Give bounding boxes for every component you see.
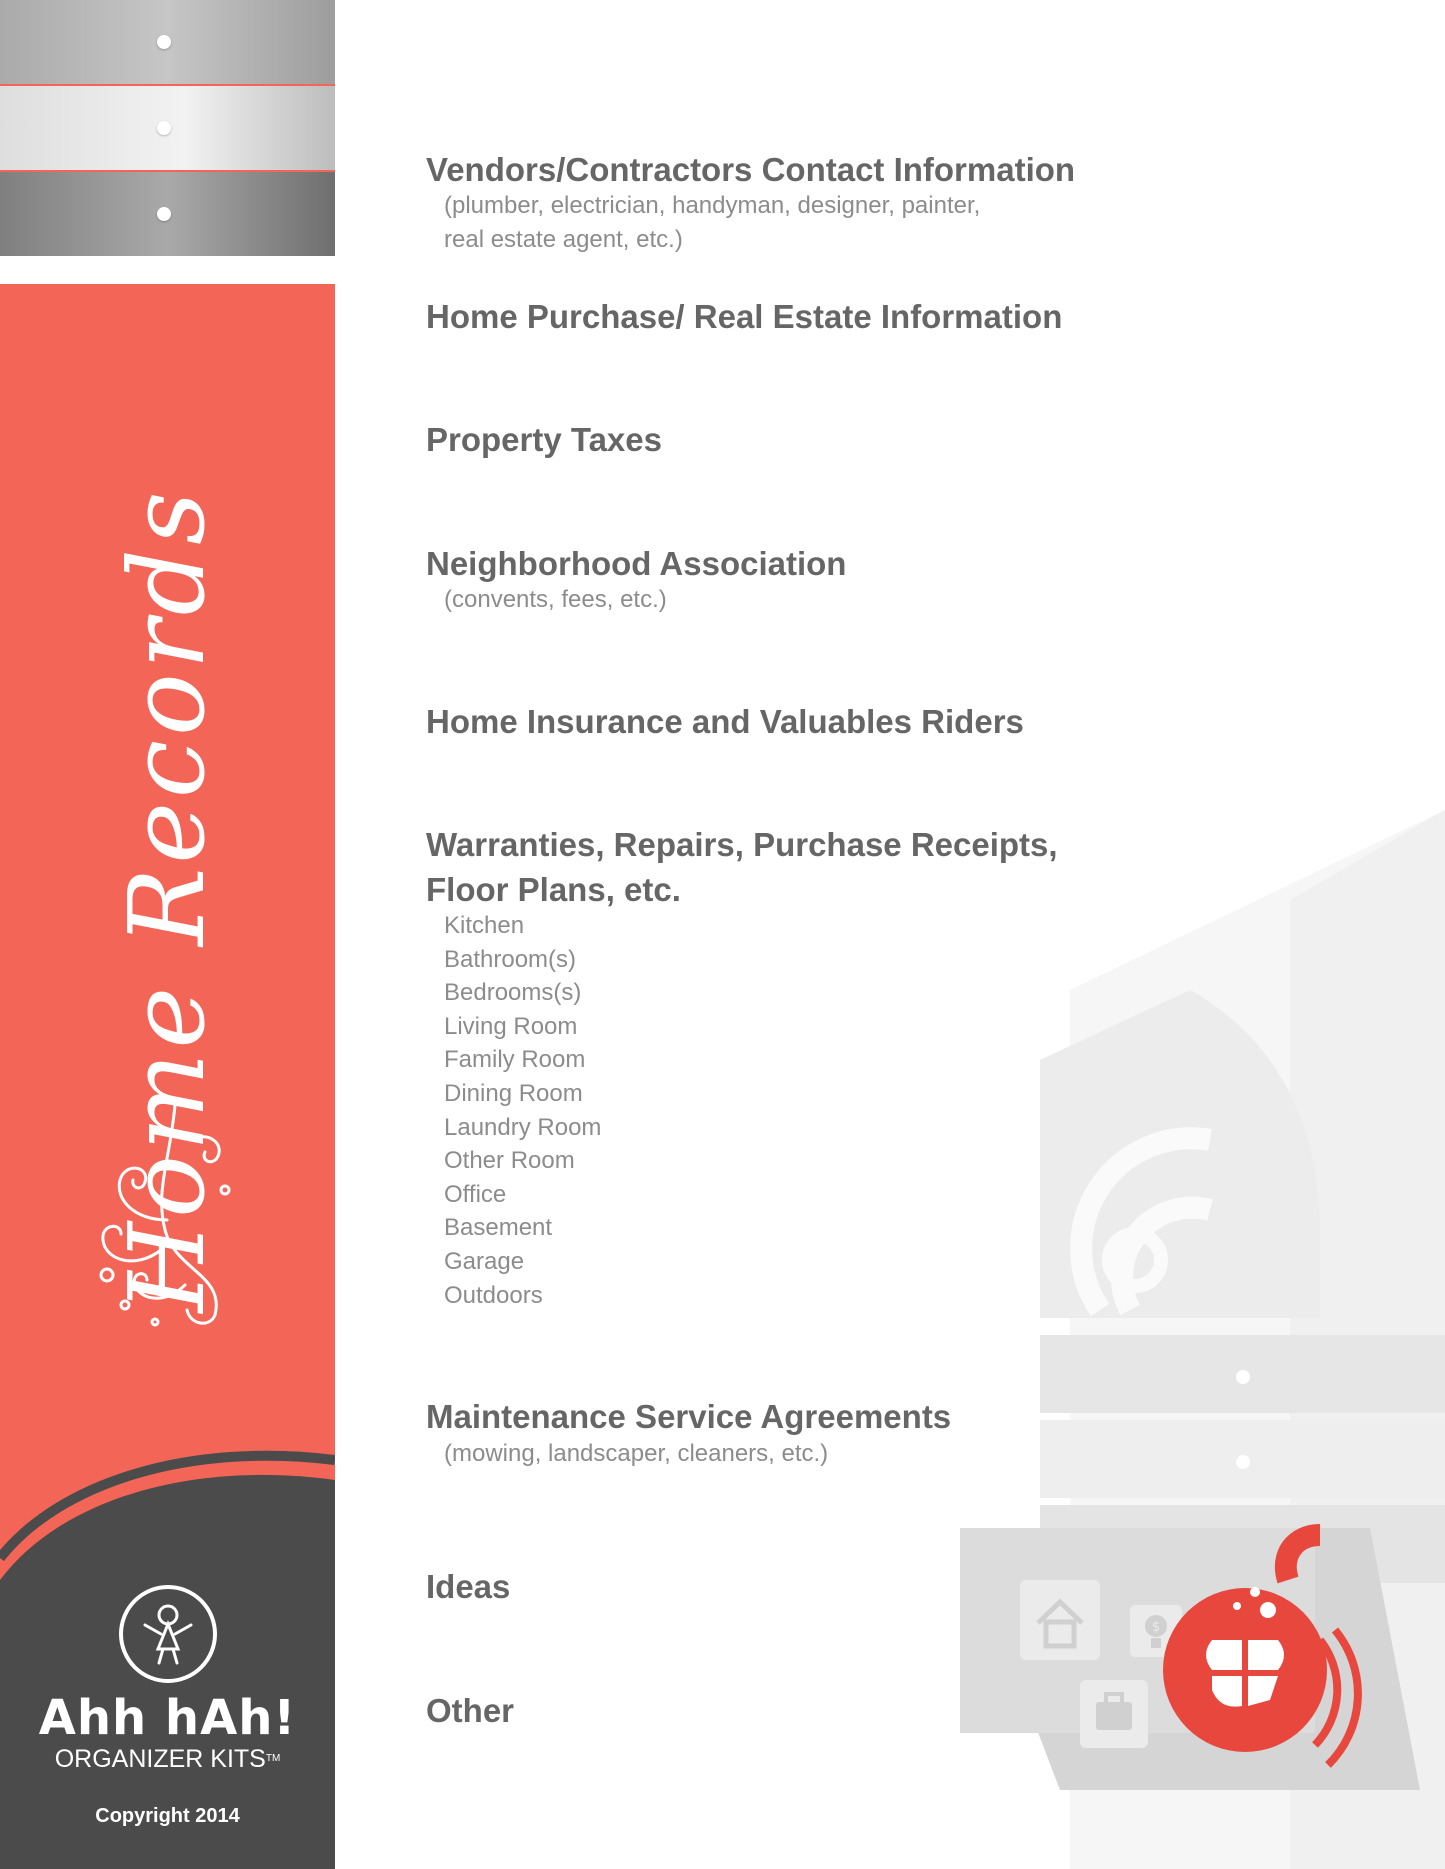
neighborhood-note: (convents, fees, etc.) [444, 586, 667, 613]
list-item: Office [444, 1180, 507, 1208]
vendors-note-line-2: real estate agent, etc.) [444, 226, 683, 253]
list-item: Garage [444, 1247, 525, 1275]
decorative-binder-graphic [950, 790, 1445, 1869]
list-item: Family Room [444, 1046, 586, 1074]
room-list [444, 909, 601, 1312]
sidebar-divider [0, 256, 335, 284]
list-item: Outdoors [444, 1281, 543, 1309]
copyright-text: Copyright 2014 [95, 1805, 240, 1827]
list-item: Dining Room [444, 1079, 583, 1107]
heading-home-insurance: Home Insurance and Valuables Riders [426, 703, 1024, 740]
vendors-note-line-1: (plumber, electrician, handyman, designer, painter, [444, 192, 981, 219]
brand-name: Ahh hAh! [38, 1690, 297, 1746]
heading-vendors-contractors: Vendors/Contractors Contact Information [426, 151, 1076, 188]
svg-text:$: $ [1151, 1620, 1161, 1635]
swirl-ornament-icon [95, 1100, 245, 1330]
binder-tab-middle [0, 86, 335, 170]
heading-home-purchase: Home Purchase/ Real Estate Information [426, 298, 1063, 335]
heading-neighborhood-association: Neighborhood Association [426, 545, 847, 582]
list-item: Basement [444, 1214, 553, 1242]
heading-warranties-line-1: Warranties, Repairs, Purchase Receipts, [426, 826, 1058, 863]
heading-ideas: Ideas [426, 1568, 511, 1605]
list-item: Bathroom(s) [444, 945, 577, 973]
trademark-mark: TM [265, 1753, 281, 1764]
tab-hole-dot [157, 35, 171, 49]
list-item: Bedrooms(s) [444, 979, 582, 1007]
brand-logo [0, 1585, 335, 1773]
list-item: Other Room [444, 1147, 575, 1175]
house-icon [1020, 1580, 1100, 1660]
brand-subtitle: ORGANIZER KITS™ [54, 1745, 281, 1773]
heading-other: Other [426, 1692, 515, 1729]
tab-hole-dot [157, 207, 171, 221]
list-item: Laundry Room [444, 1113, 602, 1141]
heading-maintenance-agreements: Maintenance Service Agreements [426, 1398, 952, 1435]
binder-tab-top [0, 0, 335, 84]
logo-emblem-icon [119, 1585, 217, 1683]
tab-hole-dot [157, 121, 171, 135]
sidebar-title: Home Records [106, 487, 228, 1313]
heading-warranties-line-2: Floor Plans, etc. [426, 871, 681, 908]
sidebar [0, 0, 335, 1869]
maintenance-note: (mowing, landscaper, cleaners, etc.) [444, 1440, 829, 1467]
heading-property-taxes: Property Taxes [426, 421, 662, 458]
list-item: Kitchen [444, 912, 525, 939]
briefcase-icon [1080, 1680, 1148, 1748]
list-item: Living Room [444, 1012, 578, 1040]
binder-tab-bottom [0, 172, 335, 256]
